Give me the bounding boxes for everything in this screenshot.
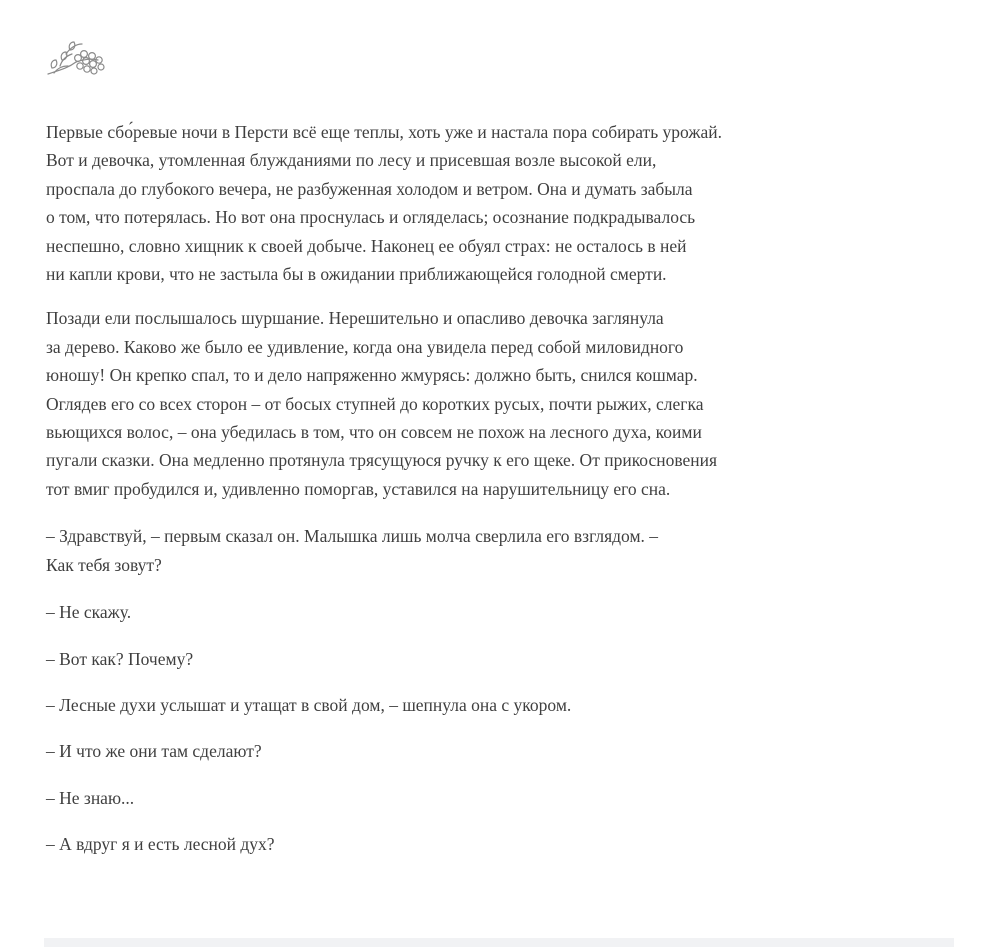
text-line: Первые сбо́ревые ночи в Персти всё еще теплы, хоть уже и настала пора собирать урожай. <box>46 122 722 142</box>
text-line: – Лесные духи услышат и утащат в свой дом, – шепнула она с укором. <box>46 694 572 715</box>
dialog-line <box>46 691 956 719</box>
dialog-line <box>46 784 956 812</box>
text-line: юношу! Он крепко спал, то и дело напряженно жмурясь: должно быть, снился кошмар. <box>46 365 698 386</box>
text-line: Как тебя зовут? <box>46 554 162 575</box>
text-line: Вот и девочка, утомленная блужданиями по лесу и присевшая возле высокой ели, <box>46 150 657 171</box>
story-text <box>46 118 956 877</box>
text-line: – Здравствуй, – первым сказал он. Малышка лишь молча сверлила его взглядом. – <box>46 526 659 547</box>
footer-divider <box>44 938 954 947</box>
text-line: – Не скажу. <box>46 602 132 623</box>
text-line: – Не знаю... <box>46 787 135 808</box>
text-line: Позади ели послышалось шуршание. Нерешительно и опасливо девочка заглянула <box>46 308 664 329</box>
text-line: пугали сказки. Она медленно протянула трясущуюся ручку к его щеке. От прикосновения <box>46 450 718 471</box>
rowan-branch-icon <box>46 38 112 80</box>
dialog-line <box>46 645 956 673</box>
text-line: – А вдруг я и есть лесной дух? <box>46 834 275 855</box>
paragraph <box>46 118 956 288</box>
dialog-line <box>46 830 956 858</box>
text-line: о том, что потерялась. Но вот она проснулась и огляделась; осознание подкрадывалось <box>46 207 696 228</box>
text-line: – Вот как? Почему? <box>46 648 194 669</box>
text-line: – И что же они там сделают? <box>46 741 262 762</box>
dialog-line <box>46 598 956 626</box>
text-line: за дерево. Каково же было ее удивление, когда она увидела перед собой миловидного <box>46 336 684 357</box>
text-line: ни капли крови, что не застыла бы в ожидании приближающейся голодной смерти. <box>46 264 667 285</box>
text-line: Оглядев его со всех сторон – от босых ступней до коротких русых, почти рыжих, слегка <box>46 393 704 414</box>
text-line: неспешно, словно хищник к своей добыче. Наконец ее обуял страх: не осталось в ней <box>46 235 687 256</box>
dialog-line <box>46 737 956 765</box>
text-line: вьющихся волос, – она убедилась в том, что он совсем не похож на лесного духа, коими <box>46 422 702 443</box>
dialog-paragraph <box>46 522 956 579</box>
paragraph <box>46 304 956 503</box>
text-line: тот вмиг пробудился и, удивленно поморгав, уставился на нарушительницу его сна. <box>46 478 671 499</box>
text-line: проспала до глубокого вечера, не разбуженная холодом и ветром. Она и думать забыла <box>46 178 693 199</box>
